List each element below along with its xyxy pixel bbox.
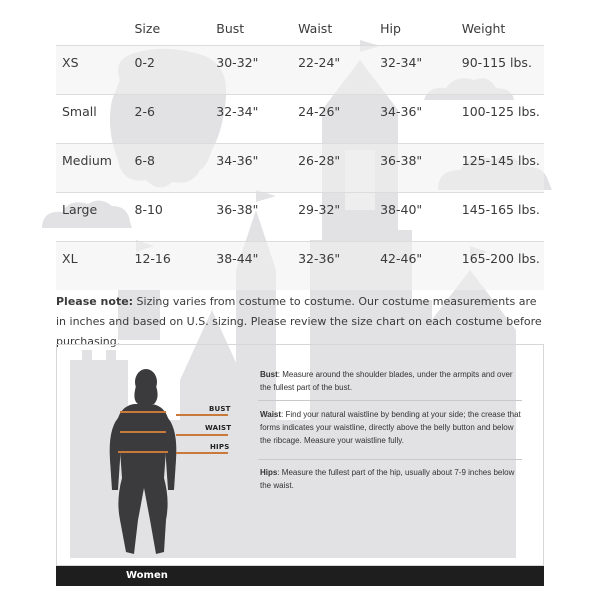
header-size: Size (134, 21, 161, 36)
cell-hip: 38-40" (380, 192, 462, 241)
table-row (56, 143, 544, 192)
waist-description (260, 408, 522, 447)
hips-term: Hips (260, 468, 278, 477)
row-label: Medium (56, 143, 135, 192)
header-bust: Bust (216, 21, 245, 36)
row-label: XS (56, 45, 135, 94)
bust-pointer-line (176, 414, 228, 416)
cell-waist: 22-24" (298, 45, 380, 94)
cell-size: 12-16 (135, 241, 217, 290)
cell-bust: 32-34" (216, 94, 298, 143)
table-row (56, 241, 544, 290)
women-footer-bar (56, 566, 544, 586)
table-row (56, 192, 544, 241)
cell-hip: 42-46" (380, 241, 462, 290)
cell-hip: 32-34" (380, 45, 462, 94)
cell-hip: 36-38" (380, 143, 462, 192)
cell-bust: 38-44" (216, 241, 298, 290)
sizing-note (56, 292, 546, 352)
bust-text: : Measure around the shoulder blades, under the armpits and over the fullest part of the bust. (260, 370, 513, 392)
cell-size: 0-2 (135, 45, 217, 94)
cell-bust: 36-38" (216, 192, 298, 241)
cell-size: 8-10 (135, 192, 217, 241)
table-row (56, 45, 544, 94)
bust-description (260, 368, 522, 394)
bust-figure-label: BUST (209, 405, 231, 413)
waist-pointer-line (176, 434, 228, 436)
cell-weight: 165-200 lbs. (462, 241, 544, 290)
bust-term: Bust (260, 370, 278, 379)
cell-waist: 24-26" (298, 94, 380, 143)
cell-waist: 29-32" (298, 192, 380, 241)
waist-text: : Find your natural waistline by bending at your side; the crease that forms indicates your waistline, directly above the belly button and below the ribcage. Measure your waistline fully. (260, 410, 521, 445)
header-hip: Hip (380, 21, 401, 36)
women-label: Women (126, 570, 168, 581)
cell-weight: 100-125 lbs. (462, 94, 544, 143)
row-label: Small (56, 94, 135, 143)
hips-pointer-line (176, 452, 228, 454)
hips-text: : Measure the fullest part of the hip, usually about 7-9 inches below the waist. (260, 468, 515, 490)
divider (258, 459, 522, 460)
cell-weight: 90-115 lbs. (462, 45, 544, 94)
hips-description (260, 466, 522, 492)
cell-waist: 26-28" (298, 143, 380, 192)
header-waist: Waist (298, 21, 333, 36)
waist-figure-label: WAIST (205, 424, 232, 432)
cell-waist: 32-36" (298, 241, 380, 290)
table-row (56, 94, 544, 143)
note-text: Sizing varies from costume to costume. Our costume measurements are in inches and based on U.S. sizing. Please review the size chart on each costume before purchasing. (56, 295, 542, 348)
cell-size: 6-8 (135, 143, 217, 192)
waist-term: Waist (260, 410, 282, 419)
header-weight: Weight (461, 21, 506, 36)
cell-weight: 145-165 lbs. (462, 192, 544, 241)
cell-bust: 30-32" (216, 45, 298, 94)
row-label: XL (56, 241, 135, 290)
row-label: Large (56, 192, 135, 241)
cell-weight: 125-145 lbs. (462, 143, 544, 192)
cell-hip: 34-36" (380, 94, 462, 143)
note-label: Please note: (56, 295, 134, 308)
header-blank (56, 11, 135, 45)
cell-size: 2-6 (135, 94, 217, 143)
table-header-row (56, 11, 544, 45)
cell-bust: 34-36" (216, 143, 298, 192)
size-chart-table (56, 11, 544, 290)
divider (258, 400, 522, 401)
woman-silhouette-figure (60, 360, 190, 560)
hips-figure-label: HIPS (210, 443, 230, 451)
